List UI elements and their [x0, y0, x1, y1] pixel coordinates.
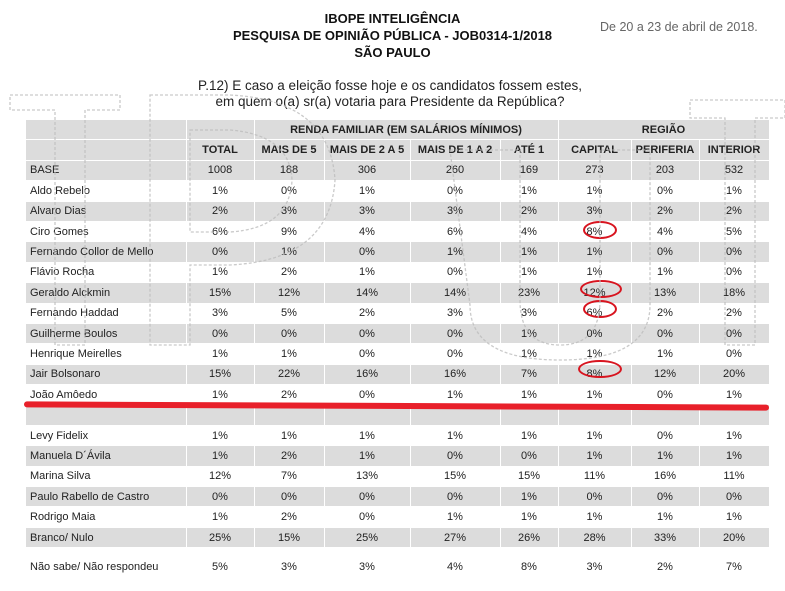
column-header-row [26, 140, 769, 160]
row-label: Jair Bolsonaro [26, 364, 186, 384]
table-row [26, 323, 769, 343]
table-cell: 0% [631, 323, 699, 343]
table-cell: 12% [254, 283, 324, 303]
column-header: ATÉ 1 [500, 140, 558, 160]
row-label: Henrique Meirelles [26, 344, 186, 364]
table-cell: 25% [324, 527, 410, 547]
table-cell: 2% [631, 303, 699, 323]
table-cell: 0% [186, 487, 254, 507]
table-cell: 1% [500, 487, 558, 507]
table-cell: 13% [324, 466, 410, 486]
table-cell: 16% [410, 364, 500, 384]
row-label: Aldo Rebelo [26, 181, 186, 201]
income-group-header: RENDA FAMILIAR (EM SALÁRIOS MÍNIMOS) [254, 120, 558, 140]
table-row [26, 181, 769, 201]
table-cell: 4% [410, 548, 500, 587]
table-cell: 8% [558, 221, 631, 241]
table-cell: 3% [410, 201, 500, 221]
table-cell: 1% [324, 446, 410, 466]
table-cell: 1% [500, 344, 558, 364]
table-cell: 0% [324, 323, 410, 343]
table-cell: 0% [699, 262, 769, 282]
table-cell: 1% [500, 323, 558, 343]
table-cell: 1% [631, 344, 699, 364]
table-cell: 203 [631, 160, 699, 180]
institute-title: IBOPE INTELIGÊNCIA [324, 11, 461, 26]
table-cell: 188 [254, 160, 324, 180]
table-cell: 2% [254, 446, 324, 466]
table-cell: 0% [631, 385, 699, 405]
table-cell: 15% [186, 283, 254, 303]
row-label: Marina Silva [26, 466, 186, 486]
table-row [26, 487, 769, 507]
table-cell: 0% [699, 487, 769, 507]
survey-date: De 20 a 23 de abril de 2018. [600, 20, 758, 34]
table-cell: 0% [410, 181, 500, 201]
table-cell: 3% [558, 201, 631, 221]
table-cell: 12% [631, 364, 699, 384]
table-cell: 1% [558, 446, 631, 466]
row-label: Levy Fidelix [26, 425, 186, 445]
row-label: Alvaro Dias [26, 201, 186, 221]
table-cell: 1% [500, 181, 558, 201]
column-header: MAIS DE 2 A 5 [324, 140, 410, 160]
table-cell: 15% [500, 466, 558, 486]
column-header: PERIFERIA [631, 140, 699, 160]
table-row [26, 466, 769, 486]
table-cell: 1% [410, 507, 500, 527]
question-line-2: em quem o(a) sr(a) votaria para Presidente da República? [215, 94, 565, 109]
row-label: BASE [26, 160, 186, 180]
region-group-header: REGIÃO [558, 120, 769, 140]
table-cell: 14% [410, 283, 500, 303]
table-cell: 20% [699, 364, 769, 384]
table-cell: 1% [324, 181, 410, 201]
table-cell: 1% [186, 385, 254, 405]
row-label [26, 405, 186, 425]
row-label: Guilherme Boulos [26, 323, 186, 343]
table-cell: 1008 [186, 160, 254, 180]
table-cell: 4% [631, 221, 699, 241]
table-cell: 4% [324, 221, 410, 241]
table-cell: 26% [500, 527, 558, 547]
table-cell: 0% [699, 323, 769, 343]
table-cell: 13% [631, 283, 699, 303]
table-cell: 1% [558, 507, 631, 527]
table-cell: 5% [186, 548, 254, 587]
table-cell: 20% [699, 527, 769, 547]
table-cell: 1% [699, 181, 769, 201]
table-cell: 2% [699, 201, 769, 221]
table-cell: 3% [324, 201, 410, 221]
table-cell: 0% [699, 344, 769, 364]
table-cell: 1% [500, 262, 558, 282]
table-cell: 8% [500, 548, 558, 587]
table-cell: 0% [324, 507, 410, 527]
row-label: Fernando Collor de Mello [26, 242, 186, 262]
table-cell: 28% [558, 527, 631, 547]
table-cell: 1% [500, 507, 558, 527]
highlight-circle-alckmin-capital [580, 280, 622, 298]
table-cell: 306 [324, 160, 410, 180]
total-spacer-header [186, 120, 254, 140]
table-row [26, 364, 769, 384]
table-cell: 2% [254, 385, 324, 405]
survey-title: PESQUISA DE OPINIÃO PÚBLICA - JOB0314-1/2018 [232, 28, 553, 43]
row-label: João Amôedo [26, 385, 186, 405]
table-cell: 2% [500, 201, 558, 221]
table-cell: 15% [186, 364, 254, 384]
table-cell: 3% [558, 548, 631, 587]
table-row [26, 425, 769, 445]
table-cell: 6% [410, 221, 500, 241]
column-header: TOTAL [186, 140, 254, 160]
table-cell: 1% [324, 425, 410, 445]
table-cell: 33% [631, 527, 699, 547]
table-cell: 1% [558, 181, 631, 201]
column-header: INTERIOR [699, 140, 769, 160]
table-row [26, 303, 769, 323]
table-cell: 15% [410, 466, 500, 486]
table-row [26, 242, 769, 262]
table-cell: 8% [558, 364, 631, 384]
table-row [26, 344, 769, 364]
table-cell: 4% [500, 221, 558, 241]
table-row [26, 283, 769, 303]
table-cell: 7% [699, 548, 769, 587]
table-cell: 18% [699, 283, 769, 303]
table-cell: 0% [324, 385, 410, 405]
table-cell: 2% [324, 303, 410, 323]
table-cell: 2% [254, 507, 324, 527]
table-cell: 1% [558, 262, 631, 282]
table-cell: 1% [500, 242, 558, 262]
table-cell: 1% [631, 446, 699, 466]
table-cell: 1% [558, 242, 631, 262]
table-cell: 1% [558, 425, 631, 445]
results-table [26, 120, 770, 587]
table-cell: 1% [699, 385, 769, 405]
table-cell: 3% [254, 548, 324, 587]
table-cell: 0% [558, 323, 631, 343]
table-cell: 0% [254, 181, 324, 201]
highlight-circle-ciro-capital [583, 221, 617, 239]
table-cell: 0% [631, 181, 699, 201]
table-cell: 3% [500, 303, 558, 323]
table-cell: 9% [254, 221, 324, 241]
table-cell: 6% [186, 221, 254, 241]
table-row [26, 527, 769, 547]
table-row [26, 160, 769, 180]
table-cell: 1% [699, 425, 769, 445]
table-cell: 3% [186, 303, 254, 323]
table-cell: 0% [324, 344, 410, 364]
row-label: Paulo Rabello de Castro [26, 487, 186, 507]
table-cell: 0% [324, 242, 410, 262]
highlight-circle-bolsonaro-capital [578, 360, 622, 378]
table-cell: 1% [186, 262, 254, 282]
table-cell: 5% [254, 303, 324, 323]
table-cell: 1% [699, 446, 769, 466]
label-column-header [26, 140, 186, 160]
table-cell: 25% [186, 527, 254, 547]
table-cell: 2% [186, 201, 254, 221]
table-cell: 1% [254, 344, 324, 364]
table-cell: 1% [254, 242, 324, 262]
table-cell: 23% [500, 283, 558, 303]
table-cell: 16% [631, 466, 699, 486]
table-row [26, 548, 769, 587]
table-cell: 3% [410, 303, 500, 323]
table-cell: 1% [186, 425, 254, 445]
table-cell: 0% [254, 487, 324, 507]
table-cell: 2% [254, 262, 324, 282]
table-cell: 0% [410, 446, 500, 466]
table-cell: 22% [254, 364, 324, 384]
table-cell: 12% [186, 466, 254, 486]
highlight-circle-haddad-capital [583, 300, 617, 318]
table-cell: 0% [500, 446, 558, 466]
row-label: Rodrigo Maia [26, 507, 186, 527]
table-cell: 1% [558, 385, 631, 405]
column-header: MAIS DE 1 A 2 [410, 140, 500, 160]
table-cell: 0% [254, 323, 324, 343]
table-cell: 532 [699, 160, 769, 180]
table-cell: 1% [500, 385, 558, 405]
table-cell: 1% [324, 262, 410, 282]
table-cell: 0% [631, 242, 699, 262]
column-header: CAPITAL [558, 140, 631, 160]
table-cell: 0% [699, 242, 769, 262]
table-cell: 0% [631, 487, 699, 507]
row-label: Não sabe/ Não respondeu [26, 548, 186, 587]
table-cell: 1% [500, 425, 558, 445]
table-cell: 11% [558, 466, 631, 486]
location-title: SÃO PAULO [354, 45, 431, 60]
table-cell: 27% [410, 527, 500, 547]
table-cell: 1% [631, 262, 699, 282]
table-cell: 1% [186, 446, 254, 466]
row-label: Fernando Haddad [26, 303, 186, 323]
row-label: Flávio Rocha [26, 262, 186, 282]
table-cell: 1% [254, 425, 324, 445]
table-cell: 2% [631, 548, 699, 587]
row-label: Ciro Gomes [26, 221, 186, 241]
table-cell: 169 [500, 160, 558, 180]
table-cell: 5% [699, 221, 769, 241]
table-cell: 1% [410, 242, 500, 262]
table-cell: 3% [324, 548, 410, 587]
table-cell: 2% [699, 303, 769, 323]
table-cell: 0% [410, 487, 500, 507]
table-cell: 0% [631, 425, 699, 445]
table-cell: 12% [558, 283, 631, 303]
table-cell: 7% [254, 466, 324, 486]
table-body [26, 160, 769, 586]
row-label: Manuela D´Ávila [26, 446, 186, 466]
table-row [26, 446, 769, 466]
table-cell: 1% [186, 344, 254, 364]
table-row [26, 262, 769, 282]
table-cell: 1% [631, 507, 699, 527]
table-cell: 1% [186, 181, 254, 201]
table-cell: 1% [410, 425, 500, 445]
table-cell: 2% [631, 201, 699, 221]
table-cell: 7% [500, 364, 558, 384]
table-cell: 0% [186, 323, 254, 343]
corner-header [26, 120, 186, 140]
column-header: MAIS DE 5 [254, 140, 324, 160]
question-line-1: P.12) E caso a eleição fosse hoje e os candidatos fossem estes, [198, 78, 582, 93]
table-row [26, 201, 769, 221]
table-cell: 0% [324, 487, 410, 507]
table-cell: 260 [410, 160, 500, 180]
table-row [26, 507, 769, 527]
table-row [26, 221, 769, 241]
table-cell: 14% [324, 283, 410, 303]
row-label: Branco/ Nulo [26, 527, 186, 547]
table-cell: 273 [558, 160, 631, 180]
table-cell: 6% [558, 303, 631, 323]
table-cell: 0% [410, 262, 500, 282]
table-cell: 0% [410, 323, 500, 343]
table-cell: 1% [186, 507, 254, 527]
table-cell: 0% [186, 242, 254, 262]
table-cell: 15% [254, 527, 324, 547]
table-cell: 1% [699, 507, 769, 527]
table-cell: 3% [254, 201, 324, 221]
row-label: Geraldo Alckmin [26, 283, 186, 303]
table-cell: 0% [410, 344, 500, 364]
table-cell: 1% [410, 385, 500, 405]
table-cell: 16% [324, 364, 410, 384]
table-cell: 1% [558, 344, 631, 364]
table-cell: 11% [699, 466, 769, 486]
table-cell: 0% [558, 487, 631, 507]
